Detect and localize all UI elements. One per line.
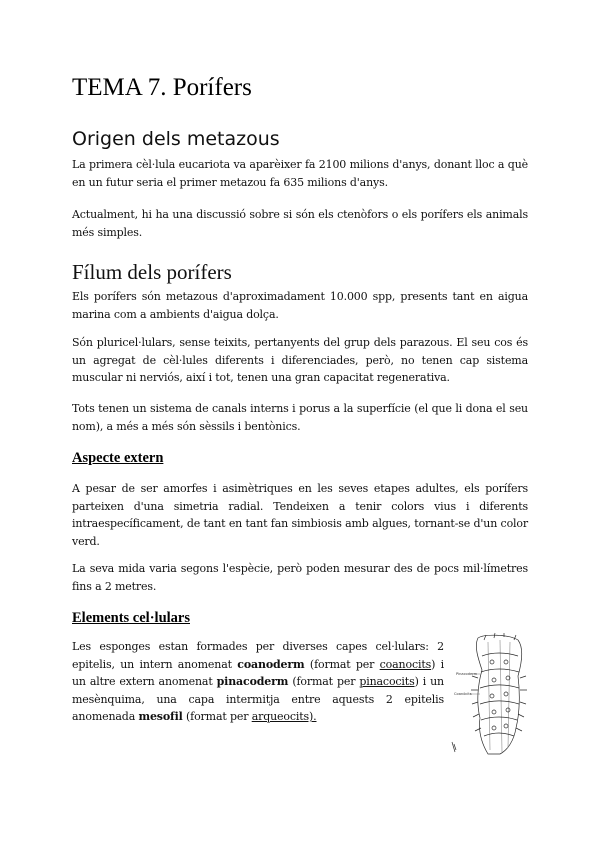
figure-label-mid: Coanòcits	[454, 692, 472, 696]
term-coanocits: coanocits	[379, 657, 432, 671]
sponge-drawing	[448, 632, 548, 756]
figure-label-top: Pinacoderm	[456, 672, 478, 676]
subsection-heading-aspecte: Aspecte extern	[72, 450, 164, 466]
paragraph: Actualment, hi ha una discussió sobre si són els ctenòfors o els porífers els animals més simples.	[72, 208, 528, 239]
text: Les esponges estan formades per diverses capes cel·lulars: 2 epitelis, un intern anomenat	[72, 640, 444, 671]
text: ) i un mesènquima, una capa intermitja entre aquests 2 epitelis anomenada	[72, 675, 444, 723]
paragraph: Són pluricel·lulars, sense teixits, pertanyents del grup dels parazous. El seu cos és un agregat de cèl·lules diferents i diferenciades, però, no tenen cap sistema muscular ni nerviós, així i tot, tenen una gran capacitat regenerativa.	[72, 336, 528, 384]
section-heading-filum: Fílum dels porífers	[72, 260, 232, 284]
sponge-illustration	[448, 632, 548, 756]
term-coanoderm: coanoderm	[237, 657, 305, 671]
text: ) i un altre extern anomenat	[72, 657, 444, 688]
subsection-heading-elements: Elements cel·lulars	[72, 610, 190, 626]
term-arqueocits: arqueocits).	[251, 710, 317, 723]
term-pinacoderm: pinacoderm	[216, 675, 289, 688]
paragraph: A pesar de ser amorfes i asimètriques en les seves etapes adultes, els porífers parteixen d'una simetria radial. Tendeixen a tenir colors vius i diferents intraespecíficament, de tant en tant fan simbiosis amb algues, tornant-se d'un color verd.	[72, 482, 528, 548]
paragraph: La seva mida varia segons l'espècie, però poden mesurar des de pocs mil·límetres fins a 2 metres.	[72, 562, 528, 593]
term-pinacocits: pinacocits	[359, 675, 415, 688]
text: (format per	[288, 675, 360, 688]
document-title: TEMA 7. Porífers	[72, 74, 252, 101]
section-heading-origen: Origen dels metazous	[72, 128, 280, 150]
paragraph: Tots tenen un sistema de canals interns i porus a la superfície (el que li dona el seu nom), a més a més són sèssils i bentònics.	[72, 402, 528, 433]
term-mesofil: mesofil	[138, 710, 183, 723]
paragraph: La primera cèl·lula eucariota va aparèixer fa 2100 milions d'anys, donant lloc a què en un futur seria el primer metazou fa 635 milions d'anys.	[72, 158, 528, 189]
paragraph-rich	[72, 638, 444, 726]
paragraph: Els porífers són metazous d'aproximadament 10.000 spp, presents tant en aigua marina com a ambients d'aigua dolça.	[72, 290, 528, 321]
text: (format per	[304, 657, 380, 671]
text: (format per	[182, 710, 252, 723]
